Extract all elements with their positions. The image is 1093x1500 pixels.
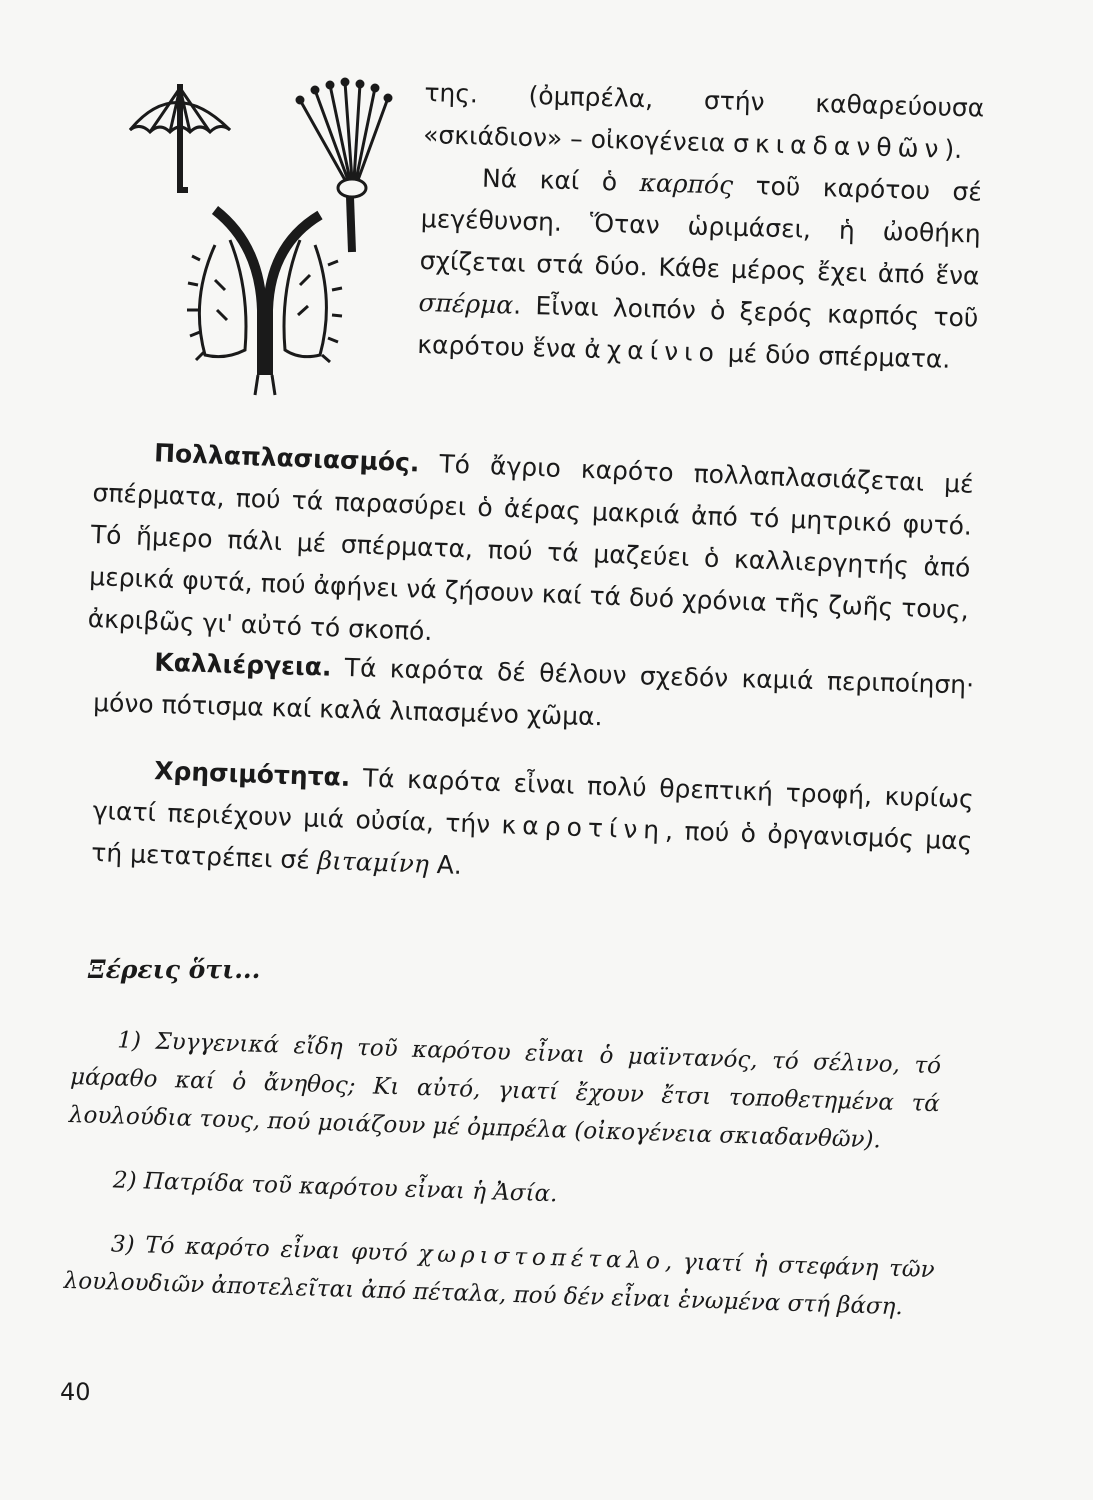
carotene-term: καροτίνη — [501, 810, 666, 845]
cultivation-text: Τά καρότα δέ θέλουν σχεδόν καμιά περιποίηση· μόνο πότισμα καί καλά λιπασμένο χῶμα. — [92, 652, 975, 732]
did-you-know-title: Ξέρεις ὅτι... — [88, 955, 261, 984]
intro-text-2d: μέ δύο σπέρματα. — [719, 338, 951, 374]
propagation-heading: Πολλαπλασιασμός. — [153, 438, 420, 478]
fact-3-text-a: 3) Τό καρότο εἶναι φυτό — [110, 1231, 419, 1267]
intro-text-2a: Νά καί ὁ — [481, 163, 641, 198]
intro-paragraph-2 — [417, 156, 983, 382]
cultivation-heading: Καλλιέργεια. — [153, 647, 332, 682]
did-you-know-facts — [62, 1020, 941, 1353]
vitamin-term: βιταμίνη — [317, 845, 430, 879]
fact-3-text-b: , γιατί ἡ στεφάνη τῶν λουλουδιῶν ἀποτελεῖται ἀπό πέταλα, πού δέν εἶναι ἑνωμένα στή βάση. — [63, 1248, 935, 1321]
usefulness-heading: Χρησιμότητα. — [153, 756, 351, 792]
usefulness-text-a: Τά καρότα εἶναι πολύ θρεπτική τροφή, κυρίως γιατί περιέχουν μιά οὐσία, τήν — [92, 762, 975, 840]
usefulness-text-b: , πού ὁ ὀργανισμός μας τή μετατρέπει σέ — [90, 815, 973, 875]
fact-3 — [63, 1224, 935, 1327]
propagation-text: Τό ἄγριο καρότο πολλαπλασιάζεται μέ σπέρματα, πού τά παρασύρει ὁ ἀέρας μακριά ἀπό τό μητρικό φυτό. Τό ἥμερο πάλι μέ σπέρματα, πού τά μαζεύει ὁ καλλιεργητής ἀπό μερικά φυτά, πού ἀφήνει νά ζήσουν καί τά δυό χρόνια τῆς ζωῆς τους, ἀκριβῶς γι' αὐτό τό σκοπό. — [87, 448, 975, 647]
propagation-section — [87, 430, 974, 674]
intro-text-2c: . Εἶναι λοιπόν ὁ ξερός καρπός τοῦ καρότου ἕνα — [416, 290, 979, 364]
split-fruit-icon — [187, 210, 342, 395]
achene-term: ἀχαίνιο — [583, 334, 721, 368]
fact-2: 2) Πατρίδα τοῦ καρότου εἶναι ἡ Ἀσία. — [112, 1167, 558, 1208]
usefulness-section — [91, 748, 975, 905]
umbrella-icon — [130, 84, 230, 190]
seed-term: σπέρμα — [418, 287, 514, 320]
page-number: 40 — [60, 1378, 91, 1406]
usefulness-text-c: Α. — [428, 849, 463, 880]
fact-1: 1) Συγγενικά εἴδη τοῦ καρότου εἶναι ὁ μαϊντανός, τό σέλινο, τό μάραθο καί ὁ ἄνηθος; Κι αὐτό, γιατί ἔχουν ἔτσι τοποθετημένα τά λουλούδια τους, πού μοιάζουν μέ ὀμπρέλα (οἰκογένεια σκιαδανθῶν). — [68, 1027, 942, 1154]
intro-text-1: της. (ὀμπρέλα, στήν καθαρεύουσα «σκιάδιον» – οἰκογένεια — [422, 77, 985, 158]
intro-text-1-end: ). — [944, 134, 963, 165]
botanical-drawing — [120, 70, 400, 400]
umbellifer-family-term: σκιαδανθῶν — [732, 128, 945, 164]
fruit-term: καρπός — [639, 168, 734, 200]
polypetalous-term: χωριστοπέταλο — [418, 1241, 666, 1275]
intro-paragraph-1 — [423, 72, 985, 172]
intro-text-2b: τοῦ καρότου σέ μεγέθυνση. Ὅταν ὡριμάσει, ἡ ὠοθήκη σχίζεται στά δύο. Κάθε μέρος ἔχει ἀπό ἕνα — [419, 170, 983, 291]
intro-text — [417, 72, 985, 382]
illustration-umbrella-flower-fruit — [120, 70, 400, 400]
